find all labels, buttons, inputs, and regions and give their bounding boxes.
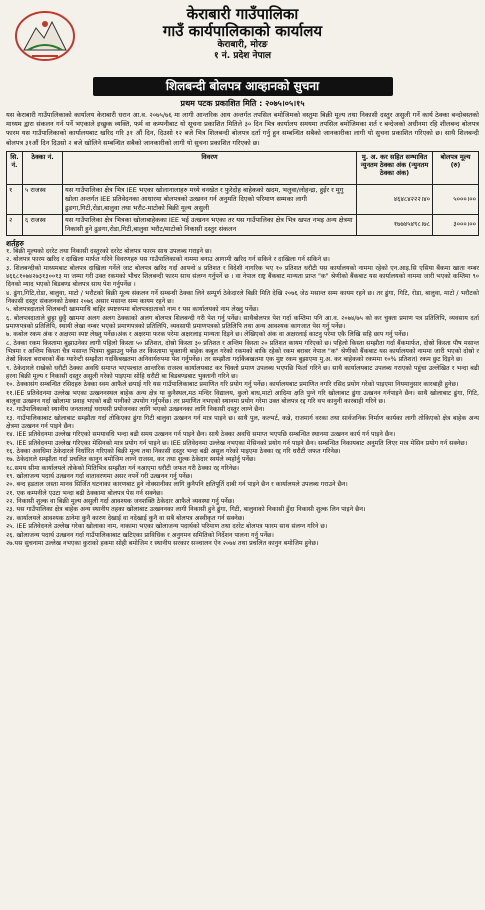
col-header-sn: सि. नं. [7,151,23,184]
col-header-description: विवरण [63,151,357,184]
term-item: ६. बोलपत्रदाताले छुट्टा छुट्टै खाममा अलग अलग ठेक्काको अलग बोलपत्र शिलबन्दी गरी पेश गर्नु पर्नेछ। साथैबोलपत्र पेश गर्दा कम्तिमा पनि आ.व. २०७४/७५ को कर चुक्ता प्रमाण पत्र प्रतिलिपि, व्यवसाय दर्ता प्रमाणपत्रको प्रतिलिपि, स्थायी लेखा नम्बर भएको प्रमाणपत्रको प्रतिलिपि, व्यवसायी प्रमाणपत्रको प्रतिलिपि तथा अन्य आवश्यक कागजात पेस गर्नु पर्नेछ। [6,314,479,330]
term-item: २२. निकासी शुल्क वा बिक्री मूल्य असुली गर्दा आवश्यक जनशक्ति ठेकेदार आफैले व्यवस्था गर्नु पर्नेछ। [6,498,235,506]
term-item: २६. खोलाजन्य पदार्थ उत्खनन गर्दा गाउँपालिकाबाट खटिएका प्राविधिक र अनुगमन समितिको निर्देशन पालना गर्नु पर्नेछ। [6,531,274,539]
term-item: ११.IEE प्रतिवेदनमा उल्लेख भएका उत्खननस्थल बाहेक अन्य क्षेत्र या कुनैस्थल,मठ मन्दिर विद्यालय, कुलो बाध,माटो आदिमा क्षति पुग्ने गरि खोलाबाट ढुंगा उत्खनन गर्नपाइने छैन। साथै खोलाबाट ढुंगा, गिटि, बालुवा उत्खनन गर्दा खोलामा प्रवाह भएको बढी पानीको उपयोग गर्नुपर्नेछ। तर प्रमाणित नभएको स्थानमा प्रयोग गरेमा उक्त बोलपत्र रद्द गरि थप कानुनी कारबाही गरिने छ। [6,389,479,405]
cell-amount: ४६४८४२२२।४० [357,184,433,214]
term-item: २१. एक कम्पनीले एउटा भन्दा बढी ठेक्कामा बोलपत्र पेस गर्न सक्नेछ। [6,489,163,497]
office-subtitle: गाउँ कार्यपालिकाको कार्यालय [162,22,323,40]
office-name: केराबारी गाउँपालिका [186,5,299,23]
cell-sn: २ [7,214,23,235]
term-item: १८.समय सीमा कार्यालयले तोकेको मितिभित्र सम्झौता गर्न नआएमा धरौटी जफत गरी ठेक्का रद्द गरिनेछ। [6,464,240,472]
table-header-row [7,151,479,184]
cell-contract-no: ५ राजस्व [23,184,63,214]
term-item: १४. IEE प्रतिवेदनमा उल्लेख गरिएको समयावधि भन्दा बढी समय उत्खनन गर्न पाइने छैन। साथै ठेक्का अवधि समाप्त भएपछि सम्बन्धित स्थानमा उत्खनन कार्य गर्न पाइने छैन। [6,431,396,439]
term-item: १२. गाउँपालिकाको स्थानीय जनतालाई घरायसी प्रयोजनका लागि भएको उत्खननका लागि निकासी दस्तुर लाग्ने छैन। [6,406,265,414]
term-item: १५. IEE प्रतिवेदनमा उल्लेख गरिएका मेसिनको मात्र प्रयोग गर्न पाइने छ। IEE प्रतिवेदनमा उल्लेख नभएका मेसिनको प्रयोग गर्न पाइने छैन। सम्बन्धित निकायबाट अनुमति लिएर मात्र मेसिन प्रयोग गर्न सक्नेछ। [6,439,468,447]
term-item: ४. ढुंगा,गिटि,रोडा, बालुवा, माटो / भरौटको बिक्री मूल्य संकलन गर्ने सम्बन्धी ठेक्का लिने सम्पूर्ण ठेकेदारले बिक्री मिति देखि २०७६ जेठ मसान्त सम्म कायम रहने छ। तर ढुंगा, गिटि, रोडा, बालुवा, माटो / भरौटको निकासी दस्तुर संकलनको ठेक्का २०७६ असार मसान्त सम्म कायम रहने छ। [6,289,479,305]
term-item: १०. ठेक्कासंग सम्बन्धित रसिदहरु ठेक्का स्वम आफैले छपाई गरि यस गाउँपालिकाबाट प्रमाणित गरि प्रयोग गर्नु पर्नेछ। कार्यालयबाट प्रमाणित नगरि रसिद प्रयोग गरेको पाइएमा नियमानुसार कारबाही हुनेछ। [6,381,459,389]
cell-contract-no: ६ राजस्व [23,214,63,235]
term-item: २. बोलपत्र फारम खरिद र दाखिला मार्फत गरिने विवरणहरु यस गाउँपालिकाको नाममा बनाउ आगामी खरिद गर्न सकिने र दाखिला गर्न सकिने छ। [6,256,330,264]
term-item: ९. ठेकेदारले राखेको धरौटी ठेक्का अवधि समाप्त भएपश्चात आन्तरिक राजश्व कार्यालयबाट कर चिक्तो प्रमाण उपलब्ध भएपछि फिर्ता गरिने छ। साथै कार्यालयबाट उपलब्ध गराएको पहुंचा उल्लेखित र भन्दा बढी हरना बिक्री मूल्य र निकासी दस्तुर असुली गरेको पाइएमा सोहि धरौटी बा बिडबण्डबाट भुक्तानी गरिने छ। [6,364,479,380]
header [6,6,479,76]
table-row [7,214,479,235]
publish-date: प्रथम पटक प्रकाशित मिति : २०७५।०५।१५ [180,99,305,108]
term-item: १६. ठेक्का अवधिमा ठेकेदारले निर्धारित गरिएको बिक्री मूल्य तथा निकासी दस्तुर भन्दा बढी असुल गरेको पाइएमा ठेक्का रद्द गरि धरौटी जफत गरिनेछ। [6,448,341,456]
cell-fee: ३०००।०० [433,214,479,235]
term-item: १९. खोलाजन्य पदार्थ उत्खनन गर्दा वातावरणमा असर नपर्ने गरी उत्खनन गर्नु पर्नेछ। [6,473,193,481]
cell-description: यस गाउँपालिका क्षेत्र भित्र IEE भएका खोलानालाहरु मध्ये वनखेत र फुरेदोह बाहेकको खदम, भलुवा/लोहन्द्रा, हुईर र मुगु खोला अन्तर्गत IEE प्रतिवेदनका आधारमा बोलपत्रको उत्खनन गर्न अनुमति दिएको परिमाण सम्मका लागी ढुङगा,गिटी,रोडा,बालुवा तथा भरौट-माटोको बिक्री मूल्य असुली [63,184,357,214]
cell-sn: १ [7,184,23,214]
cell-fee: ५०००।०० [433,184,479,214]
col-header-fee: बोलपत्र मूल्य (रु) [433,151,479,184]
office-province: १ नं. प्रदेश नेपाल [213,51,272,61]
term-item: २५. IEE प्रतिवेदनले उल्लेख गरेका खोलाका नाम, नाकामा भएका खोलाजन्य पदार्थको परिमाण तथा दररेट बोलपत्र फारम साथ संलग्न गरिने छ। [6,523,328,531]
term-item: ७. कबोल रकम अंक र अक्षरमा स्पष्ट लेख्नु पर्नेछ।अंक र अक्षरमा फरक परेमा अक्षरलाइ मान्यता दिइने छ। लेखिएको अंक वा अक्षरलाई काटनु परेमा एकै लिखि सहि छाप गर्नु पर्नेछ। [6,331,409,339]
col-header-contract-no: ठेक्का नं. [23,151,63,184]
contract-table [6,151,479,236]
terms-list [6,248,479,548]
cell-amount: १७७४५४९८।७८ [357,214,433,235]
term-item: २३. यस गाउँपालिका क्षेत्र बाहेक अन्य स्थानीय तहका खोलाबाट उत्खननका लागी निकासी हुने ढुंगा, गिटी, बालुवाको निकासी हुँदा निकासी शुल्क लिन पाइने छैन। [6,506,366,514]
term-item: ५. बोलपत्रदाताले शिलबन्दी खाममाथि बाहिर स्पष्टरुपमा बोलपत्रदाताको नाम र यस कार्यालयको नाम लेख्नु पर्नेछ। [6,306,259,314]
office-address: केराबारी, मोरङ [217,40,268,50]
term-item: २०. बन्द हडताल जस्ता मानव सिर्जित घटनाका कारणबाट हुने नोक्सानीका लागि कुनैपनि क्षतिपूर्ति दाबी गर्न पाइने छैन र कार्यालयले उपलब्ध गराउने छैन। [6,481,348,489]
term-item: ८. ठेक्का रकम किस्तामा बुझाउनेका लागी पहिलो किस्ता ५० प्रतिशत, दोस्रो किस्ता ३० प्रतिशत र अन्तिम किस्ता २० प्रतिशत कायम गरिएको छ। पहिलो किस्ता सम्झौता गर्दा बैंकमार्फत, दोस्रो किस्ता पौष मसान्त भित्रमा र अन्तिम किस्ता चैत्र मसान्त भित्रमा बुझाउनु पर्नेछ तर किस्तामा भुक्तानी बाहेक कबुल गरेको रकमको बाकि रहेको रकम बराबर नेपाल "क" श्रेणीको बैंकबाट यस कार्यालयको नाममा जारी भएको दोस्रो र तेस्रो किस्ता बराबरको बैंक ग्यारेन्टी सम्झौता गर्दाकैबखतमा अनिवार्यरुपमा पेश गर्नुपर्नेछ। तर सम्झौता गर्दाकैबखतमा एक मुष्ट रकम बुझाएमा मु.अ. कर बाहेकको रकममा १०% प्रतिशत) रकम छुट दिइने छ। [6,339,479,364]
notice-title: शिलबन्दी बोलपत्र आव्हानको सुचना [93,77,393,96]
term-item: २४. कार्यालयले आवश्यक ठानेमा कुनै कारण देखाई वा नदेखाई कुनै वा सबै बोलपत्र अस्वीकृत गर्न सक्नेछ। [6,514,245,522]
cell-description: यस गाउँपालिका क्षेत्र भित्रका खोलाबाहेकका IEE भई उत्खनन भएका तर यस गाउँपालिका क्षेत्र भित्र खपत नभइ अन्य क्षेत्रमा निकासी हुने ढुङगा,रोडा,गिटी,बालुवा भरौट/माटोको निकासी दस्तुर संकलन [63,214,357,235]
table-row [7,184,479,214]
intro-paragraph: यस केराबारी गाउँपालिकाको कार्यालय केराबारी धरान आ.व. २०७५/७६ मा लागी आन्तरिक आय अन्तर्गत तपसिल बमोजिमको वस्तुमा बिक्री मूल्य तथा निकासी दस्तुर असुली गर्ने कार्य ठेक्का बन्दोबस्तको माध्यम द्वारा संकलन गर्न पर्ने भएकाले इच्छुक व्यक्ति, फर्म वा कम्पनीबाट यो सूचना प्रकाशित मितिले ३० दिन भित्र कार्यालय समयमा तपसिल बमोजिमका शर्त र बन्देजको अधीनमा रहि शीलबन्द बोलपत्र फारम यस गाउँपालिकाको कार्यालयबाट खरिद गरि ३१ औं दिन, दिउसो १२ बजे भित्र शिलबन्दी बोलपत्र दर्ता गर्नु हुन सम्बन्धित सबैको जानकारीका लागी यो सुचना प्रकाशित गरिएको छ। साथै शिलबन्दी बोलपत्र ३१औं दिन दिउसो २ बजे खोलिने सम्बन्धित सबैको जानकारीको लागी यो सुचना प्रकाशित गरिएको छ। [6,111,479,147]
nepal-emblem-icon [14,10,76,62]
terms-heading: शर्तहरु [6,238,24,248]
term-item: १. बिक्री मूल्यको दररेट तथा निकासी दस्तुरको दररेट बोलपत्र फारम साथ उपलब्ध गराइने छ। [6,247,212,255]
term-item: २७.यस सुचनामा उल्लेख नभएका कुराको हकमा सोही बमोजिम र स्थानीय सरकार सञ्चालन ऐन २०७४ तथा प्रचलित कानुन बमोजिम हुनेछ। [6,539,319,547]
col-header-amount: मु. अ. कर सहित सम्भावित न्युनतम ठेक्का अंक (न्युनतम ठेक्का अंक) [357,151,433,184]
term-item: १३. गाउँपालिकाबाट खोलाबाट सम्झौता गर्दा तोकिएका ढुंगा गिटी बालुवा उत्खनन गर्न मात्र पाइने छ। साथै पुल, कल्भर्ट, कन्ने, राजमार्ग वरका तथा सार्वजनिक निर्माण कार्यका लागी तोकिएको क्षेत्र बाहेक अन्य क्षेत्रमा उत्खनन गर्न पाइने छैन। [6,414,479,431]
term-item: ३. शिलबन्दीको माध्यमबाट बोलपत्र दाखिला गर्नेले जाट बोलपत्र खरिद गर्दा आफ्नो ४ प्रतिशत र विदेशी नागरिक भए १० प्रतिशत धरौटी यस कार्यालयको नाममा रहेको एन.आइ.सि एसिया बैंकमा खाता नम्बर ४६६८१०७४२७३१३००१३ मा जम्मा गरी उक्त रकमको भौचर शिलबन्दी फारम साथ संलग्न गर्नुपर्ने छ । वा नेपाल राष्ट्र बैंकबाट मान्यता प्राप्त "क" श्रेणीको बैंकबाट यस कार्यालयको नाममा जारी भएको कम्तिमा ९० दिनको म्याद भएको बिडबण्ड बोलपत्र साथ पेश गर्नुपर्नेछ । [6,264,479,289]
term-item: १७. ठेकेदारले सम्झौता गर्दा प्रचलित कानुन बमोजिम लाग्ने राजस्व, कर तथा शुल्क ठेकेदार स्वयंले व्यहोर्नु पर्नेछ। [6,456,256,464]
